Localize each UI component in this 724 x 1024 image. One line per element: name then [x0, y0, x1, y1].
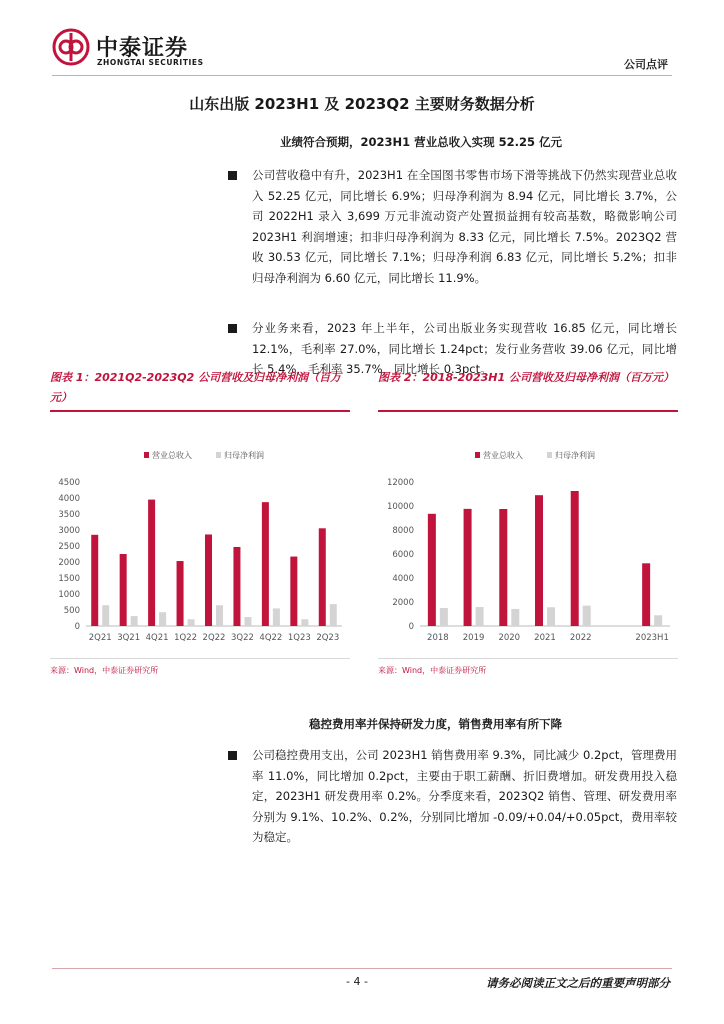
figure2-source: 来源：Wind，中泰证券研究所 — [378, 666, 487, 675]
x-tick-label: 1Q23 — [287, 633, 311, 643]
y-tick-label: 4000 — [58, 494, 80, 504]
report-type-tag: 公司点评 — [624, 58, 668, 71]
bar-net-profit — [131, 616, 138, 626]
bar-net-profit — [511, 609, 519, 626]
square-bullet-icon — [228, 171, 237, 180]
y-tick-label: 0 — [408, 622, 414, 632]
bar-revenue — [319, 528, 326, 626]
figure1-source: 来源：Wind，中泰证券研究所 — [50, 666, 159, 675]
bullet-text: 分业务来看，2023 年上半年，公司出版业务实现营收 16.85 亿元，同比增长 12.1%，毛利率 27.0%，同比增长 1.24pct；发行业务营收 39.06 亿元，同比增长 5.4%，毛利率 35.7%，同比增长 0.3pct。 — [252, 321, 677, 376]
bar-net-profit — [583, 606, 591, 626]
y-tick-label: 500 — [63, 606, 80, 616]
figure2-source-rule — [378, 658, 678, 659]
figure1-chart — [50, 440, 350, 650]
page-title: 山东出版 2023H1 及 2023Q2 主要财务数据分析 — [189, 95, 535, 113]
figure1-title: 图表 1：2021Q2-2023Q2 公司营收及归母净利润（百万元） — [50, 371, 342, 404]
bar-revenue — [642, 563, 650, 626]
bar-revenue — [571, 491, 579, 626]
x-tick-label: 2020 — [498, 633, 521, 643]
y-tick-label: 3000 — [58, 526, 80, 536]
x-tick-label: 2022 — [569, 633, 592, 643]
bar-net-profit — [273, 608, 280, 626]
bar-net-profit — [301, 619, 308, 626]
bar-revenue — [177, 561, 184, 626]
bar-revenue — [148, 500, 155, 626]
y-tick-label: 4000 — [392, 574, 414, 584]
x-tick-label: 1Q22 — [174, 633, 198, 643]
square-bullet-icon — [228, 324, 237, 333]
bar-net-profit — [159, 612, 166, 626]
bar-net-profit — [476, 607, 484, 626]
x-tick-label: 2019 — [462, 633, 485, 643]
bar-revenue — [233, 547, 240, 626]
y-tick-label: 2000 — [58, 558, 80, 568]
bar-revenue — [91, 535, 98, 626]
y-tick-label: 1000 — [58, 590, 80, 600]
bullet-paragraph — [252, 165, 677, 288]
x-tick-label: 2018 — [427, 633, 449, 643]
y-tick-label: 2000 — [392, 598, 414, 608]
y-tick-label: 6000 — [392, 550, 414, 560]
section-heading-performance: 业绩符合预期，2023H1 营业总收入实现 52.25 亿元 — [279, 135, 562, 149]
x-tick-label: 2023H1 — [635, 633, 669, 643]
legend-swatch-0 — [144, 452, 149, 458]
legend-swatch-1 — [547, 452, 552, 458]
bar-revenue — [262, 502, 269, 626]
bullet-paragraph — [252, 745, 677, 848]
figure1-title-rule — [50, 410, 350, 412]
figure2-title-rule — [378, 410, 678, 412]
y-tick-label: 12000 — [386, 478, 414, 488]
x-tick-label: 2021 — [534, 633, 556, 643]
header-divider — [52, 75, 672, 76]
y-tick-label: 8000 — [392, 526, 414, 536]
legend-label-1: 归母净利润 — [224, 451, 264, 460]
square-bullet-icon — [228, 751, 237, 760]
disclaimer-note: 请务必阅读正文之后的重要声明部分 — [486, 976, 670, 990]
figure2-chart — [378, 440, 678, 650]
x-tick-label: 2Q22 — [202, 633, 226, 643]
x-tick-label: 2Q23 — [316, 633, 340, 643]
x-tick-label: 2Q21 — [88, 633, 112, 643]
bar-net-profit — [547, 607, 555, 626]
x-tick-label: 3Q21 — [117, 633, 141, 643]
y-tick-label: 3500 — [58, 510, 80, 520]
figure1-source-rule — [50, 658, 350, 659]
legend-label-0: 营业总收入 — [483, 451, 523, 460]
x-tick-label: 3Q22 — [230, 633, 254, 643]
bar-revenue — [464, 509, 472, 626]
y-tick-label: 1500 — [58, 574, 80, 584]
x-tick-label: 4Q22 — [259, 633, 283, 643]
y-tick-label: 0 — [74, 622, 80, 632]
legend-swatch-0 — [475, 452, 480, 458]
bar-net-profit — [440, 608, 448, 626]
company-logo — [52, 28, 222, 72]
bar-revenue — [428, 514, 436, 626]
bullet-text: 公司稳控费用支出，公司 2023H1 销售费用率 9.3%，同比减少 0.2pct，管理费用率 11.0%，同比增加 0.2pct，主要由于职工薪酬、折旧费增加。研发费用投入稳定，2023H1 研发费用率 0.2%。分季度来看，2023Q2 销售、管理、研发费用率分别为 9.1%、10.2%、0.2%，分别同比增加 -0.09/+0.04/+0.05pct，费用率较为稳定。 — [252, 748, 677, 844]
y-tick-label: 4500 — [58, 478, 80, 488]
brand-name-en: ZHONGTAI SECURITIES — [97, 58, 204, 67]
y-tick-label: 10000 — [386, 502, 414, 512]
footer-divider — [52, 968, 672, 969]
bar-revenue — [205, 534, 212, 626]
bar-net-profit — [188, 619, 195, 626]
bullet-text: 公司营收稳中有升，2023H1 在全国图书零售市场下滑等挑战下仍然实现营业总收入 52.25 亿元，同比增长 6.9%；归母净利润为 8.94 亿元，同比增长 3.7%，公司 2022H1 录入 3,699 万元非流动资产处置损益拥有较高基数，略微影响公司 2023H1 利润增速；扣非归母净利润为 8.33 亿元，同比增长 7.5%。2023Q2 营收 30.53 亿元，同比增长 7.1%；归母净利润 6.83 亿元，同比增长 5.2%；扣非归母净利润为 6.60 亿元，同比增长 11.9%。 — [252, 168, 677, 285]
brand-name-cn: 中泰证券 — [96, 36, 189, 61]
bar-net-profit — [102, 605, 109, 626]
bar-net-profit — [244, 617, 251, 626]
zhongtai-logo-icon — [52, 28, 90, 66]
figure2-title: 图表 2：2018-2023H1 公司营收及归母净利润（百万元） — [378, 371, 674, 384]
bar-revenue — [290, 557, 297, 626]
legend-label-0: 营业总收入 — [152, 451, 192, 460]
x-tick-label: 4Q21 — [145, 633, 169, 643]
bar-net-profit — [330, 604, 337, 626]
page-number: - 4 - — [346, 975, 368, 988]
legend-label-1: 归母净利润 — [555, 451, 595, 460]
bar-revenue — [499, 509, 507, 626]
bar-net-profit — [216, 605, 223, 626]
y-tick-label: 2500 — [58, 542, 80, 552]
legend-swatch-1 — [216, 452, 221, 458]
bar-net-profit — [654, 615, 662, 626]
bar-revenue — [535, 495, 543, 626]
section-heading-expenses: 稳控费用率并保持研发力度，销售费用率有所下降 — [309, 717, 562, 731]
bar-revenue — [120, 554, 127, 626]
